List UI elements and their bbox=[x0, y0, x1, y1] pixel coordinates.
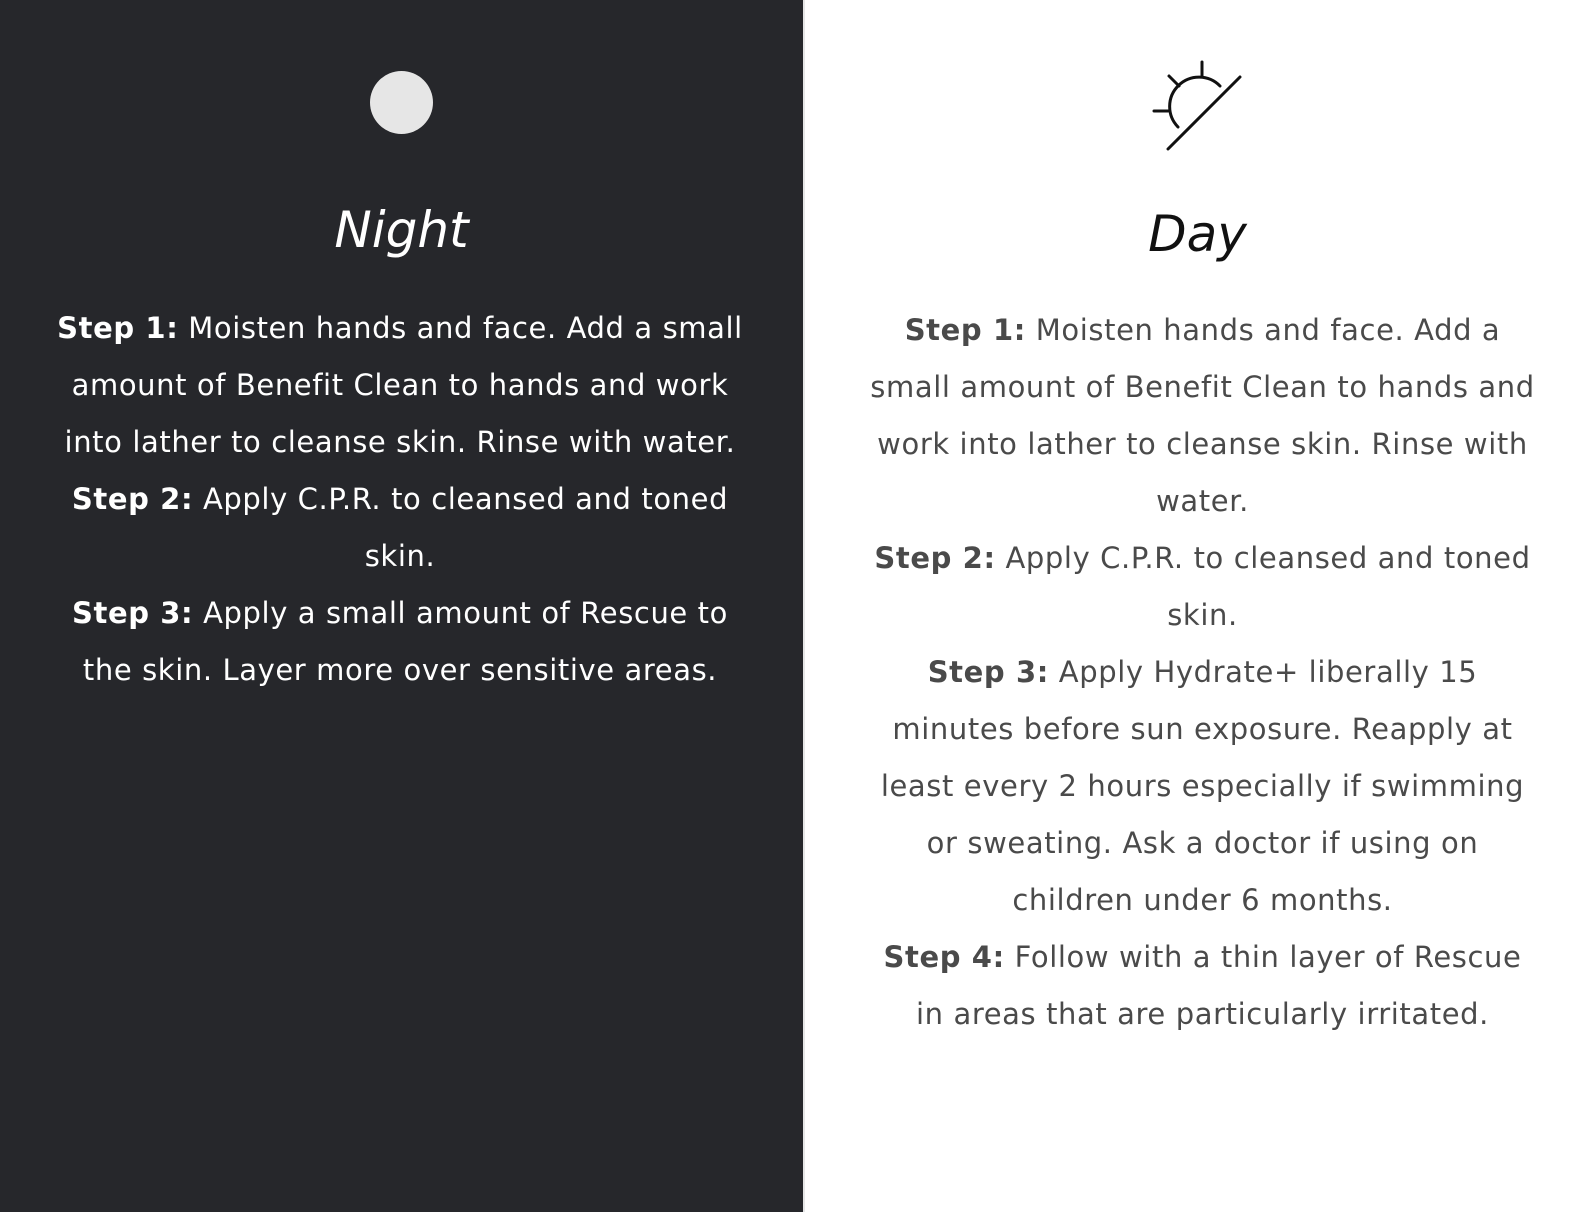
step-label: Step 3: bbox=[927, 655, 1049, 689]
step-text: Apply C.P.R. to cleansed and toned skin. bbox=[1005, 541, 1531, 632]
day-step-4 bbox=[870, 929, 1535, 1043]
night-step-1 bbox=[55, 300, 745, 471]
day-panel bbox=[805, 0, 1590, 1212]
day-step-1 bbox=[870, 302, 1535, 530]
day-steps bbox=[870, 302, 1535, 1043]
sunrise-icon bbox=[1152, 60, 1244, 152]
step-label: Step 4: bbox=[883, 940, 1005, 974]
step-label: Step 2: bbox=[874, 541, 996, 575]
night-icon-wrap bbox=[0, 71, 803, 134]
step-text: Apply C.P.R. to cleansed and toned skin. bbox=[202, 482, 729, 573]
step-label: Step 1: bbox=[57, 311, 179, 345]
day-title: Day bbox=[1148, 205, 1247, 263]
step-text: Moisten hands and face. Add a small amount of Benefit Clean to hands and work into lather to cleanse skin. Rinse with water. bbox=[64, 311, 743, 459]
night-step-3 bbox=[55, 585, 745, 699]
step-label: Step 2: bbox=[71, 482, 194, 516]
step-text: Moisten hands and face. Add a small amount of Benefit Clean to hands and work into lather to cleanse skin. Rinse with water. bbox=[870, 313, 1535, 518]
night-step-2 bbox=[55, 471, 745, 585]
night-title: Night bbox=[334, 201, 469, 259]
moon-icon bbox=[370, 71, 433, 134]
step-text: Follow with a thin layer of Rescue in areas that are particularly irritated. bbox=[916, 940, 1522, 1031]
day-icon-wrap bbox=[805, 60, 1590, 152]
step-text: Apply a small amount of Rescue to the skin. Layer more over sensitive areas. bbox=[82, 596, 728, 687]
step-label: Step 1: bbox=[904, 313, 1026, 347]
day-step-2 bbox=[870, 530, 1535, 644]
day-step-3 bbox=[870, 644, 1535, 929]
step-label: Step 3: bbox=[72, 596, 194, 630]
night-steps bbox=[55, 300, 745, 699]
step-text: Apply Hydrate+ liberally 15 minutes before sun exposure. Reapply at least every 2 hours especially if swimming or sweating. Ask a doctor if using on children under 6 months. bbox=[880, 655, 1525, 917]
